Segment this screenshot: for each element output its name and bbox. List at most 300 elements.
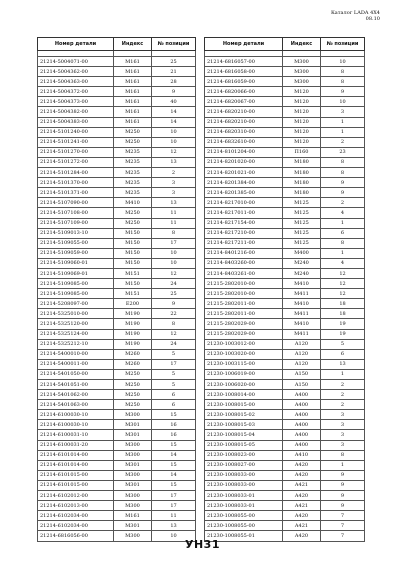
table-row [38,339,196,349]
index-cell: M250 [114,400,152,410]
column-header-position: № позиции [152,38,196,51]
part-number-cell: 21214-8403261-00 [205,268,283,278]
column-header-part-number: Номер детали [38,38,114,51]
table-row [205,279,365,289]
table-row [38,329,196,339]
index-cell: M161 [114,117,152,127]
index-cell: M180 [283,178,321,188]
position-cell: 16 [152,430,196,440]
index-cell: M125 [283,218,321,228]
position-cell: 11 [152,511,196,521]
position-cell: 1 [321,127,365,137]
position-cell: 9 [321,470,365,480]
position-cell: 12 [152,329,196,339]
part-number-cell: 21230-1003020-00 [205,349,283,359]
table-row [205,57,365,67]
part-number-cell: 21214-5101371-00 [38,188,114,198]
position-cell: 7 [321,531,365,541]
part-number-cell: 21214-5109085-00 [38,279,114,289]
table-row [205,390,365,400]
part-number-cell: 21214-5004372-00 [38,87,114,97]
part-number-cell: 21230-1008055-00 [205,521,283,531]
table-row [38,178,196,188]
part-number-cell: 21230-1008027-00 [205,460,283,470]
table-row [205,188,365,198]
part-number-cell: 21214-6100030-10 [38,420,114,430]
index-cell: M411 [283,289,321,299]
part-number-cell: 21214-5401063-00 [38,400,114,410]
index-cell: A120 [283,339,321,349]
table-row [205,521,365,531]
index-cell: M150 [114,258,152,268]
position-cell: 8 [321,157,365,167]
table-row [38,420,196,430]
position-cell: 10 [152,248,196,258]
position-cell: 3 [321,420,365,430]
catalog-title: Каталог LADA 4X4 [330,10,380,16]
part-number-cell: 21214-5004363-00 [38,77,114,87]
position-cell: 25 [152,289,196,299]
table-row [205,67,365,77]
table-row [38,440,196,450]
table-row [38,157,196,167]
table-row [38,87,196,97]
index-cell: M300 [114,450,152,460]
part-number-cell: 21230-1003012-00 [205,339,283,349]
part-number-cell: 21214-6816058-00 [205,67,283,77]
part-number-cell: 21214-5004383-00 [38,117,114,127]
table-row [205,309,365,319]
position-cell: 21 [152,67,196,77]
table-row [205,268,365,278]
table-row [38,77,196,87]
part-number-cell: 21230-1008015-02 [205,410,283,420]
part-number-cell: 21214-5107108-00 [38,208,114,218]
part-number-cell: 21214-6832610-00 [205,137,283,147]
table-row [38,430,196,440]
table-row [38,218,196,228]
table-row [205,218,365,228]
position-cell: 1 [321,218,365,228]
part-number-cell: 21214-6101014-00 [38,450,114,460]
part-number-cell: 21214-5325124-00 [38,329,114,339]
position-cell: 24 [152,339,196,349]
position-cell: 2 [321,137,365,147]
table-row [38,390,196,400]
index-cell: M410 [283,279,321,289]
table-row [38,400,196,410]
index-cell: M120 [283,107,321,117]
part-number-cell: 21214-5109060-01 [38,258,114,268]
position-cell: 40 [152,97,196,107]
table-row [205,470,365,480]
part-number-cell: 21214-6100031-20 [38,440,114,450]
part-number-cell: 21214-6100030-10 [38,410,114,420]
index-cell: M250 [114,380,152,390]
part-number-cell: 21214-8217210-00 [205,228,283,238]
part-number-cell: 21214-5004071-00 [38,57,114,67]
index-cell: M301 [114,521,152,531]
position-cell: 13 [152,157,196,167]
index-cell: M250 [114,208,152,218]
position-cell: 10 [321,97,365,107]
part-number-cell: 21230-1008023-00 [205,450,283,460]
position-cell: 8 [152,228,196,238]
part-number-cell: 21230-1003115-00 [205,359,283,369]
table-row [205,248,365,258]
index-cell: M300 [114,470,152,480]
part-number-cell: 21214-6820066-00 [205,87,283,97]
index-cell: M190 [114,329,152,339]
part-number-cell: 21214-6820310-00 [205,127,283,137]
index-cell: M300 [114,501,152,511]
index-cell: M260 [114,349,152,359]
table-row [205,238,365,248]
index-cell: M400 [283,248,321,258]
position-cell: 3 [152,178,196,188]
position-cell: 9 [321,178,365,188]
position-cell: 8 [152,319,196,329]
part-number-cell: 21214-8403260-00 [205,258,283,268]
position-cell: 3 [321,430,365,440]
part-number-cell: 21230-1008015-00 [205,400,283,410]
table-row [38,470,196,480]
position-cell: 6 [152,400,196,410]
table-row [205,410,365,420]
position-cell: 17 [152,501,196,511]
part-number-cell: 21214-5400010-00 [38,349,114,359]
part-number-cell: 21214-6100031-10 [38,430,114,440]
position-cell: 2 [321,400,365,410]
position-cell: 9 [321,501,365,511]
column-header-index: Индекс [114,38,152,51]
part-number-cell: 21214-6820210-00 [205,107,283,117]
index-cell: A400 [283,410,321,420]
index-cell: M411 [283,329,321,339]
table-row [38,208,196,218]
part-number-cell: 21215-2802010-00 [205,289,283,299]
table-row [38,289,196,299]
index-cell: M240 [283,268,321,278]
table-row [205,289,365,299]
part-number-cell: 21214-5107109-00 [38,218,114,228]
table-row [38,168,196,178]
index-cell: M410 [283,299,321,309]
position-cell: 1 [321,369,365,379]
table-row [205,198,365,208]
index-cell: M235 [114,188,152,198]
index-cell: M120 [283,117,321,127]
table-row [38,369,196,379]
column-header-position: № позиции [321,38,365,51]
position-cell: 10 [152,127,196,137]
position-cell: 12 [321,268,365,278]
position-cell: 9 [152,87,196,97]
index-cell: M150 [114,228,152,238]
table-row [38,117,196,127]
table-row [205,430,365,440]
table-row [38,107,196,117]
table-row [205,440,365,450]
position-cell: 16 [152,420,196,430]
table-row [38,279,196,289]
position-cell: 5 [152,369,196,379]
index-cell: M235 [114,157,152,167]
index-cell: M250 [114,369,152,379]
index-cell: M411 [283,309,321,319]
index-cell: M120 [283,97,321,107]
position-cell: 19 [321,319,365,329]
table-row [205,168,365,178]
position-cell: 12 [152,268,196,278]
index-cell: M150 [114,248,152,258]
table-row [38,521,196,531]
table-row [38,319,196,329]
index-cell: M161 [114,77,152,87]
table-row [38,460,196,470]
index-cell: M235 [114,147,152,157]
part-number-cell: 21214-5325212-10 [38,339,114,349]
part-number-cell: 21214-6102013-00 [38,501,114,511]
position-cell: 23 [321,147,365,157]
table-row [205,77,365,87]
index-cell: M300 [114,491,152,501]
position-cell: 15 [152,410,196,420]
part-number-cell: 21214-8217154-00 [205,218,283,228]
position-cell: 6 [152,390,196,400]
position-cell: 14 [152,117,196,127]
table-row [205,511,365,521]
position-cell: 10 [152,137,196,147]
part-number-cell: 21215-2802010-00 [205,279,283,289]
position-cell: 2 [321,380,365,390]
index-cell: M250 [114,137,152,147]
table-row [38,228,196,238]
index-cell: M260 [114,359,152,369]
index-cell: M161 [114,511,152,521]
table-row [38,349,196,359]
index-cell: M150 [114,279,152,289]
part-number-cell: 21214-5325120-00 [38,319,114,329]
index-cell: M301 [114,480,152,490]
part-number-cell: 21214-8217211-00 [205,238,283,248]
table-row [38,268,196,278]
part-number-cell: 21215-2802011-00 [205,309,283,319]
table-row [205,299,365,309]
table-row [38,480,196,490]
table-row [205,319,365,329]
index-cell: M120 [283,137,321,147]
index-cell: П160 [283,147,321,157]
position-cell: 9 [321,480,365,490]
index-cell: A400 [283,400,321,410]
position-cell: 10 [321,57,365,67]
position-cell: 8 [321,67,365,77]
part-number-cell: 21230-1008033-00 [205,480,283,490]
position-cell: 8 [321,168,365,178]
part-number-cell: 21214-6101014-00 [38,460,114,470]
index-cell: M125 [283,208,321,218]
part-number-cell: 21214-5400011-00 [38,359,114,369]
index-cell: A420 [283,460,321,470]
part-number-cell: 21214-5101241-00 [38,137,114,147]
position-cell: 17 [152,491,196,501]
index-cell: M180 [283,157,321,167]
index-cell: M161 [114,87,152,97]
table-row [205,97,365,107]
part-number-cell: 21214-5101272-00 [38,157,114,167]
table-row [205,450,365,460]
position-cell: 6 [321,349,365,359]
index-cell: M120 [283,127,321,137]
position-cell: 14 [152,450,196,460]
part-number-cell: 21214-6101015-00 [38,480,114,490]
part-number-cell: 21214-5109085-00 [38,289,114,299]
part-number-cell: 21214-5325010-00 [38,309,114,319]
part-number-cell: 21214-8201384-00 [205,178,283,188]
part-number-cell: 21214-6816056-00 [38,531,114,541]
index-cell: A421 [283,480,321,490]
index-cell: M301 [114,460,152,470]
table-row [38,238,196,248]
position-cell: 2 [321,198,365,208]
part-number-cell: 21214-5401062-00 [38,390,114,400]
position-cell: 2 [152,168,196,178]
index-cell: A420 [283,491,321,501]
table-row [205,329,365,339]
table-row [205,127,365,137]
index-cell: M125 [283,228,321,238]
part-number-cell: 21214-6816057-00 [205,57,283,67]
part-number-cell: 21214-8201021-00 [205,168,283,178]
table-row [205,228,365,238]
index-cell: M180 [283,168,321,178]
position-cell: 7 [321,521,365,531]
position-cell: 17 [152,238,196,248]
table-row [38,410,196,420]
part-number-cell: 21230-1008033-01 [205,491,283,501]
table-row [205,380,365,390]
index-cell: M235 [114,168,152,178]
position-cell: 9 [152,299,196,309]
table-row [205,491,365,501]
position-cell: 10 [152,258,196,268]
position-cell: 17 [152,359,196,369]
table-row [38,491,196,501]
position-cell: 10 [152,531,196,541]
table-row [38,299,196,309]
position-cell: 18 [321,299,365,309]
table-row [38,147,196,157]
part-number-cell: 21230-1006020-00 [205,380,283,390]
index-cell: M235 [114,178,152,188]
part-number-cell: 21214-5004382-00 [38,107,114,117]
table-row [205,107,365,117]
position-cell: 22 [152,309,196,319]
position-cell: 13 [152,198,196,208]
part-number-cell: 21214-5109013-10 [38,228,114,238]
part-number-cell: 21214-8217010-00 [205,198,283,208]
index-cell: M161 [114,97,152,107]
part-number-cell: 21214-6820067-00 [205,97,283,107]
part-number-cell: 21214-6102012-00 [38,491,114,501]
position-cell: 9 [321,188,365,198]
table-row [205,178,365,188]
column-header-part-number: Номер детали [205,38,283,51]
part-number-cell: 21230-1006019-00 [205,369,283,379]
index-cell: M301 [114,430,152,440]
table-row [205,400,365,410]
position-cell: 12 [152,147,196,157]
table-row [205,359,365,369]
position-cell: 1 [321,248,365,258]
table-row [38,450,196,460]
part-number-cell: 21215-2802029-00 [205,319,283,329]
table-row [205,339,365,349]
index-cell: M180 [283,188,321,198]
position-cell: 12 [321,279,365,289]
table-row [205,147,365,157]
table-row [38,359,196,369]
position-cell: 1 [321,460,365,470]
position-cell: 18 [321,309,365,319]
position-cell: 8 [321,77,365,87]
column-header-index: Индекс [283,38,321,51]
catalog-date: 08.10 [365,16,380,22]
position-cell: 4 [321,258,365,268]
position-cell: 14 [152,107,196,117]
part-number-cell: 21214-5004373-00 [38,97,114,107]
part-number-cell: 21230-1008015-05 [205,440,283,450]
part-number-cell: 21214-5401050-00 [38,369,114,379]
index-cell: M250 [114,218,152,228]
index-cell: M190 [114,339,152,349]
index-cell: M125 [283,238,321,248]
index-cell: M151 [114,289,152,299]
position-cell: 3 [321,107,365,117]
table-row [205,117,365,127]
part-number-cell: 21230-1008014-00 [205,390,283,400]
index-cell: A120 [283,349,321,359]
index-cell: A400 [283,420,321,430]
page-header [331,10,380,22]
part-number-cell: 21214-6101015-00 [38,470,114,480]
table-row [205,349,365,359]
table-row [38,258,196,268]
position-cell: 11 [152,218,196,228]
index-cell: E200 [114,299,152,309]
position-cell: 3 [321,410,365,420]
part-number-cell: 21214-5109069-01 [38,268,114,278]
part-number-cell: 21230-1008055-00 [205,511,283,521]
table-row [38,380,196,390]
part-number-cell: 21214-8101204-00 [205,147,283,157]
table-row [205,460,365,470]
position-cell: 2 [321,390,365,400]
table-row [38,501,196,511]
parts-tables [37,37,365,542]
index-cell: M161 [114,57,152,67]
page-code: УН31 [185,538,220,551]
index-cell: M250 [114,127,152,137]
part-number-cell: 21215-2802029-00 [205,329,283,339]
position-cell: 9 [321,87,365,97]
table-row [38,127,196,137]
table-row [205,157,365,167]
index-cell: M125 [283,198,321,208]
position-cell: 8 [321,238,365,248]
position-cell: 5 [152,380,196,390]
